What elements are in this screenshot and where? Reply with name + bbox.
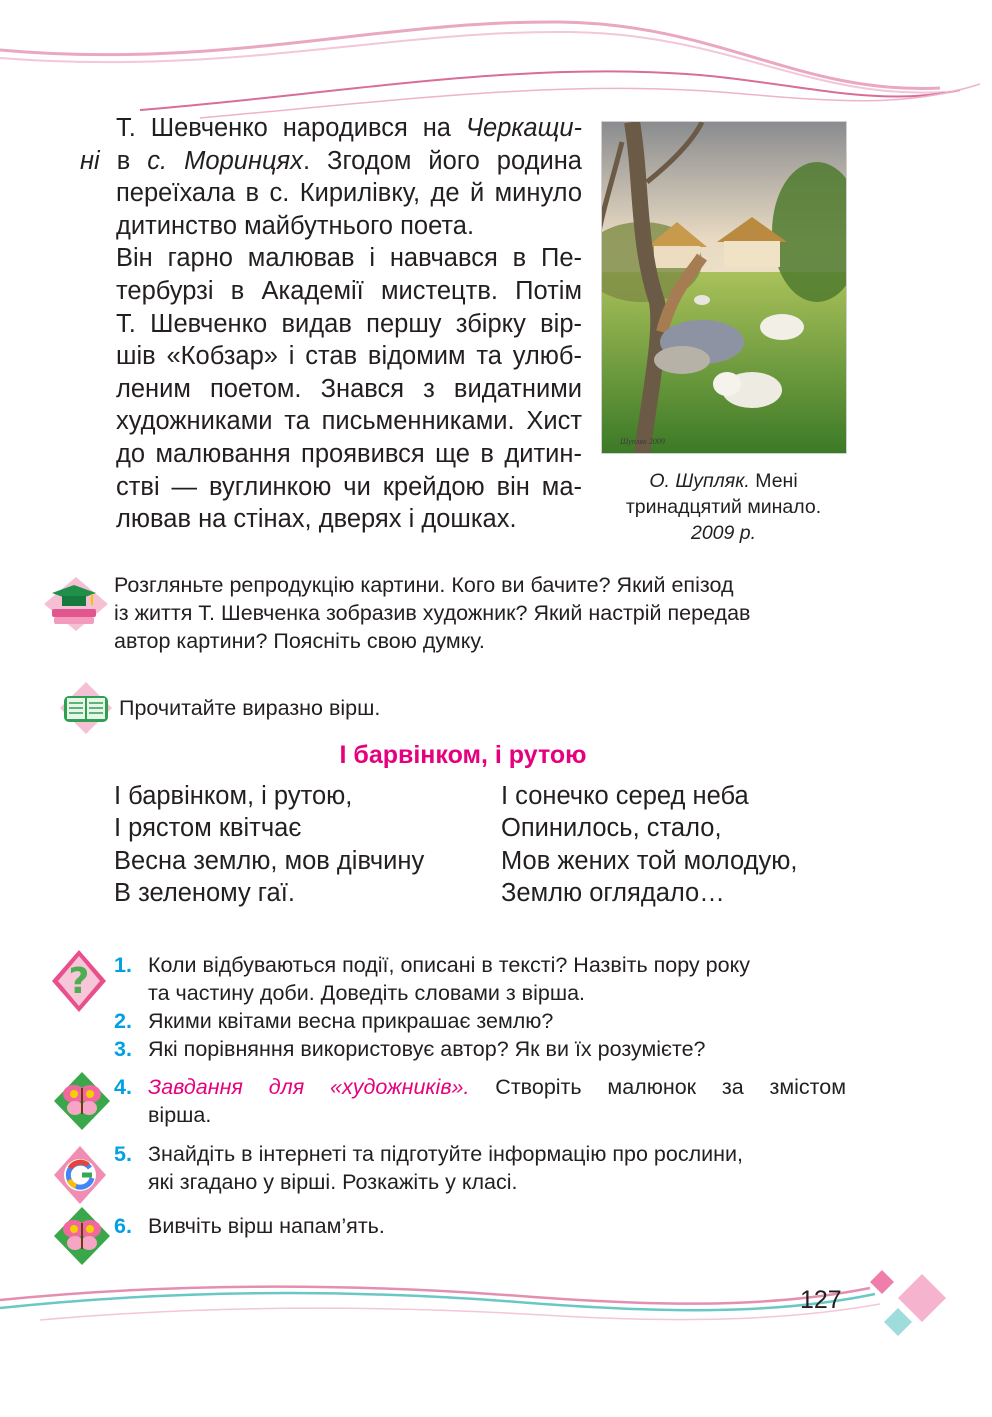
butterfly-icon — [52, 1205, 112, 1267]
text-line: лював на стінах, дверях і дошках. — [116, 505, 517, 534]
question-text: Вивчіть вірш напам’ять. — [148, 1214, 385, 1238]
graduation-cap-books-icon — [40, 573, 112, 635]
poem-line: І сонечко серед неба — [501, 782, 749, 810]
poem-stanza-left — [114, 780, 424, 909]
text-line: дитинство майбутнього поета. — [116, 211, 475, 240]
place-name-italic: Черкащи- — [465, 114, 582, 142]
place-name-italic: ні — [80, 146, 100, 175]
village-name-italic: с. Моринцях — [147, 146, 303, 175]
question-4 — [114, 1073, 846, 1129]
painting-caption — [596, 468, 851, 546]
question-text: та частину доби. Доведіть словами з вірша. — [148, 981, 586, 1005]
caption-author: О. Шупляк. — [649, 470, 750, 492]
question-number: 3. — [114, 1037, 132, 1061]
question-text: вірша. — [148, 1103, 212, 1127]
look-at-painting-task — [114, 571, 849, 655]
paragraph-1 — [80, 112, 582, 242]
text-line: шів «Кобзар» і став відомим та улюб- — [116, 342, 582, 371]
poem-line: В зеленому гаї. — [114, 878, 295, 907]
text-run: Т. Шевченко народився на — [116, 114, 466, 142]
question-6 — [114, 1212, 846, 1240]
text-line: переїхала в с. Кирилівку, де й минуло — [116, 179, 582, 208]
svg-text:?: ? — [68, 961, 90, 1002]
caption-year: 2009 р. — [690, 522, 757, 544]
caption-title-line-2: тринадцятий минало. — [625, 496, 822, 518]
intro-text — [80, 112, 582, 536]
question-text: Якими квітами весна прикрашає землю? — [148, 1009, 554, 1033]
painting-signature: Шупляк 2009 — [620, 437, 665, 446]
question-2 — [114, 1007, 846, 1035]
task-line: Розгляньте репродукцію картини. Кого ви бачите? Який епізод — [114, 573, 734, 597]
google-g-icon — [52, 1144, 108, 1206]
question-text: Які порівняння використовує автор? Як ви їх розумієте? — [148, 1037, 706, 1061]
artist-task-label: Завдання для «художників». — [148, 1075, 470, 1099]
question-text: Коли відбуваються події, описані в тексті? Назвіть пору року — [148, 953, 750, 977]
paragraph-2 — [80, 242, 582, 535]
footer-swoosh-decoration — [0, 1270, 880, 1340]
poem-stanza-right — [501, 780, 797, 909]
poem-line: Весна землю, мов дівчину — [114, 846, 425, 875]
task-line: автор картини? Поясніть свою думку. — [114, 629, 485, 653]
text-line: до малювання проявився ще в дитин- — [116, 439, 582, 468]
question-1 — [114, 951, 846, 1007]
poem-line: І рястом квітчає — [114, 814, 302, 843]
question-text: Знайдіть в інтернеті та підготуйте інформацію про рослини, — [148, 1142, 743, 1166]
text-line: Т. Шевченко видав першу збірку вір- — [116, 309, 582, 338]
poem-line: Мов жених той молодую, — [501, 846, 798, 875]
text-line: стві — вуглинкою чи крейдою він ма- — [116, 472, 582, 501]
poem-line: І барвінком, і рутою, — [114, 782, 353, 810]
read-poem-task: Прочитайте виразно вірш. — [119, 696, 381, 720]
question-5 — [114, 1140, 846, 1196]
painting-reproduction — [601, 121, 847, 454]
question-3 — [114, 1035, 846, 1063]
text-line: художниками та письменниками. Хист — [116, 407, 582, 436]
text-line: Він гарно малював і навчався в Пе- — [116, 244, 582, 273]
question-mark-icon — [50, 948, 108, 1014]
poem-title: І барвінком, і рутою — [339, 741, 587, 769]
question-number: 1. — [114, 953, 132, 977]
open-book-icon — [58, 680, 114, 736]
caption-title: Мені — [749, 470, 798, 492]
question-number: 2. — [114, 1009, 132, 1033]
question-number: 4. — [114, 1075, 132, 1099]
poem-line: Землю оглядало… — [501, 878, 725, 907]
text-run: . Згодом його родина — [302, 146, 582, 175]
question-text: які згадано у вірші. Розкажіть у класі. — [148, 1170, 518, 1194]
question-number: 5. — [114, 1142, 132, 1166]
header-swoosh-decoration — [0, 0, 992, 130]
butterfly-icon — [52, 1070, 112, 1132]
text-run: в — [99, 146, 148, 175]
text-line: тербурзі в Академії мистецтв. Потім — [116, 276, 582, 305]
poem-line: Опинилось, стало, — [501, 814, 722, 843]
diamond-decoration — [862, 1266, 952, 1336]
task-line: із життя Т. Шевченка зобразив художник? Який настрій передав — [114, 601, 751, 625]
text-line: леним поетом. Знався з видатними — [116, 374, 582, 403]
painting-image — [602, 122, 846, 453]
question-number: 6. — [114, 1214, 132, 1238]
page-number: 127 — [800, 1286, 842, 1314]
question-text: Створіть малюнок за змістом — [469, 1075, 846, 1099]
